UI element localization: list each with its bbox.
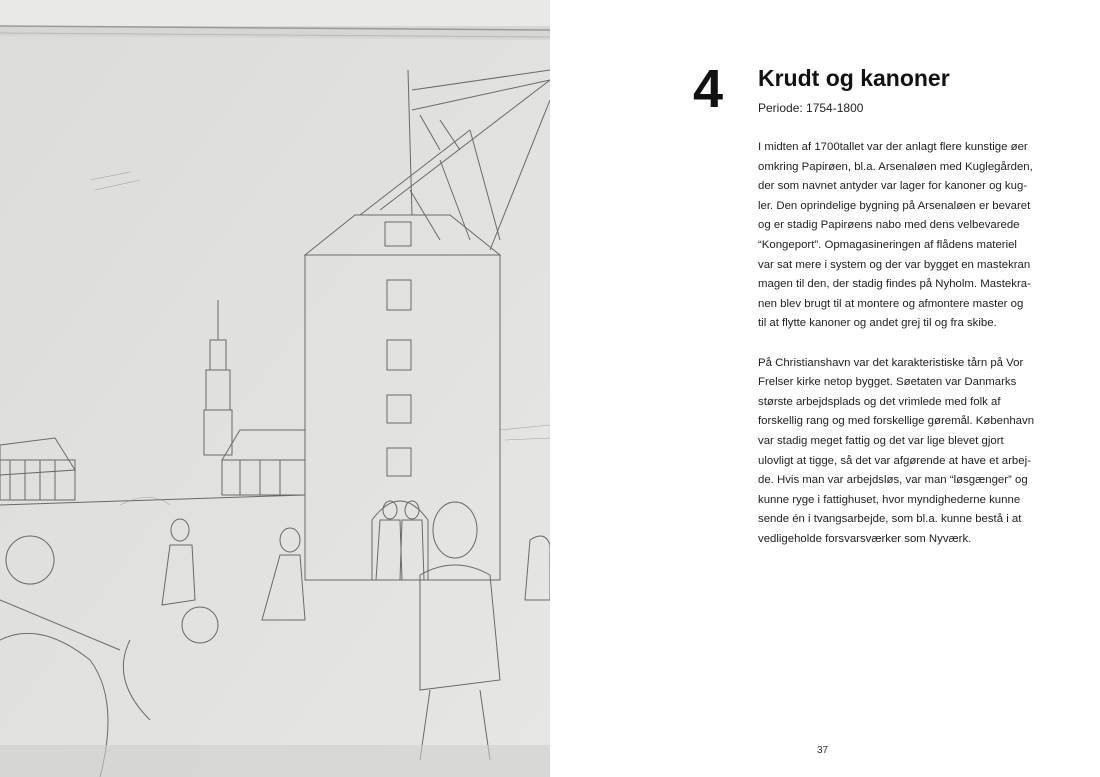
page-number: 37	[817, 745, 829, 756]
paragraph-2: På Christianshavn var det karakteristiske tårn på Vor Frelser kirke netop bygget. Søetaten var Danmarks største arbejdsplads og det vrimlede med folk af forskellig rang og med forskellige gøremål. København var stadig meget fattig og det var lige blevet gjort ulovligt at tigge, så det var afgørende at have et arbej- de. Hvis man var arbejdsløs, var man “løsgænger” og kunne ryge i fattighuset, hvor myndighederne kunne sende én i tvangsarbejde, som bl.a. kunne bestå i at vedligeholde forsvarsværker som Nyværk.	[758, 356, 1035, 545]
paragraph-1: I midten af 1700tallet var der anlagt flere kunstige øer omkring Papirøen, bl.a. Arsenaløen med Kuglegården, der som navnet antyder var lager for kanoner og kug- ler. Den oprindelige bygning på Arsenaløen er bevaret og er stadig Papirøens nabo med dens velbevarede “Kongeport”. Opmagasineringen af flådens materiel var sat mere i system og der var bygget en mastekran magen til den, der stadig findes på Nyholm. Mastekra- nen blev brugt til at montere og afmontere master og til at flytte kanoner og andet grej til og fra skibe.	[758, 141, 1033, 330]
body-text	[758, 138, 1058, 569]
period-subtitle: Periode: 1754-1800	[758, 101, 864, 115]
chapter-title: Krudt og kanoner	[758, 65, 950, 91]
text-page	[550, 0, 1100, 777]
chapter-number: 4	[693, 59, 724, 119]
